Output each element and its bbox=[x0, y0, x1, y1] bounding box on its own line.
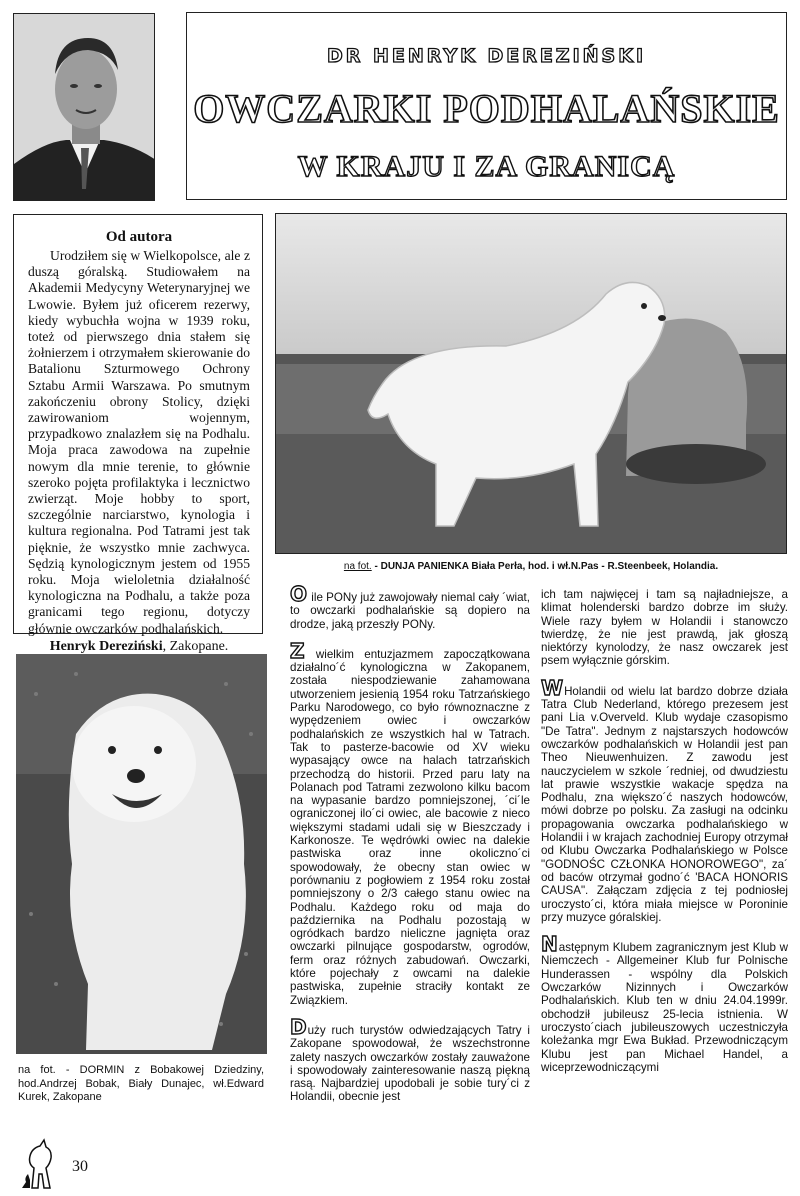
photo1-caption-text: - DUNJA PANIENKA Biała Perła, hod. i wł.N.Pas - R.Steenbeek, Holandia. bbox=[371, 561, 719, 572]
dropcap: W bbox=[541, 675, 564, 700]
dropcap: Z bbox=[290, 638, 305, 663]
author-note-heading: Od autora bbox=[105, 229, 173, 245]
article-paragraph: WHolandii od wielu lat bardzo dobrze działa Tatra Club Nederland, którego prezesem jest pani Lia v.Overveld. Klub wydaje czasopismo "De Tatra". Jednym z najstarszych hodowców owczarków podhalańskich w Holandii jest pan Theo Nieuwenhuizen. Z zawodu jest nauczycielem w szkole ´redniej, od dwudziestu lat prawie wszystkie wakacje spędza na Podhalu, zna większo´ć naszych hodowców, mówi dobrze po polsku. Za zasługi na odcinku propagowania owczarka podhalańskiego w Holandii i w krajach zachodniej Europy otrzymał od Klubu Owczarka Podhalańskiego w Polsce "GODNOŚC CZŁONKA HONOROWEGO", za´ od baców otrzymał godno´ć 'BACA HONORIS CAUSA". Załączam zdjęcia z tej podniosłej uroczysto´ci, która miała miejsce w Poroninie przy muzyce góralskiej. bbox=[541, 675, 788, 924]
photo2-caption-text: DORMIN z Bobakowej Dziedziny, hod.Andrzej Bobak, Biały Dunajec, wł.Edward Kurek, Zakopane bbox=[18, 1064, 264, 1103]
dog-silhouette-icon bbox=[18, 1138, 68, 1190]
article-title: OWCZARKI PODHALAŃSKIE bbox=[193, 86, 780, 131]
dropcap: D bbox=[290, 1014, 307, 1039]
author-note-body: Urodziłem się w Wielkopolsce, ale z duszą góralską. Studiowałem na Akademii Medycyny Weterynaryjnej we Lwowie. Byłem już oficerem rezerwy, kiedy wybuchła wojna w 1939 roku, toteż od pierwszego dnia stałem się żołnierzem i otrzymałem skierowanie do Batalionu Szturmowego Ochrony Sztabu Armii Warszawa. Po smutnym zakończeniu obrony Stolicy, dzięki zawirowaniom wojennym, przypadkowo znalazłem się na Podhalu. Moja praca zawodowa na zupełnie nowym dla mnie terenie, to głównie szeroko pojęta profilaktyka i lecznictwo zwierząt. Moje hobby to sport, szczególnie narciarstwo, kynologia i kultura regionalna. Pod Tatrami jest tak pięknie, że wszystko mnie zachwyca. Sędzią kynologicznym jestem od 1955 roku. Moja wieloletnia działalność kynologiczna na Podhalu, a także poza granicami tego regionu, dotyczy głównie owczarków podhalańskich. bbox=[28, 248, 250, 636]
article-paragraph: Następnym Klubem zagranicznym jest Klub w Niemczech - Allgemeiner Klub fur Polnische Hunderassen - wspólny dla Polskich Owczarków Nizinnych i Owczarków Podhalańskich. Klub ten w dniu 24.04.1999r. obchodził jubileusz 25-lecia istnienia. W uroczysto´ciach jubileuszowych uczestniczyła koleżanka mgr Ewa Bukład. Przewodniczącym Klubu jest pan Michael Handel, a wiceprzewodniczącymi bbox=[541, 932, 788, 1074]
article-subtitle: W KRAJU I ZA GRANICĄ bbox=[297, 150, 676, 183]
author-note-signature bbox=[28, 639, 250, 655]
article-paragraph: Z wielkim entuzjazmem zapoczątkowana działalno´ć kynologiczna w Zakopanem, została niespodziewanie zahamowana utworzeniem jesienią 1954 roku Tatrzańskiego Parku Narodowego, co było równoznaczne z wypędzeniem owiec i owczarków podhalańskich ze wszystkich hal w Tatrach. Tak to pasterze-bacowie od XV wieku wypasający owce na halach tatrzańskich przechodzą do historii. Przed paru laty na Polanach pod Tatrami zezwolono kilku bacom na wypasanie bardzo pomniejszonej, ´ci´le ograniczonej ilo´ci owiec, ale bacowie z nieco większymi stadami udali się w Bieszczady i Karkonosze. Te wędrówki owiec na dalekie pastwiska oraz inne okoliczno´ci spowodowały, że obecny stan owiec w porównaniu z pogłowiem z 1954 roku został pomniejszony o 2/3 całego stanu owiec na Podhalu. Każdego roku od maja do października na Podhalu pozostają w ogródkach bardzo nieliczne jagnięta oraz owczarki pilnujące gospodarstw, ogrodów, ferm oraz różnych zabudowań. Owczarki, które pojechały z owcami na dalekie pastwiska, zupełnie straciły kontakt ze Związkiem. bbox=[290, 638, 530, 1007]
dropcap: O bbox=[290, 582, 308, 606]
photo2-caption bbox=[16, 1062, 264, 1108]
article-column-2 bbox=[541, 588, 788, 1088]
title-box bbox=[186, 12, 787, 200]
article-paragraph: ich tam najwięcej i tam są najładniejsze, a klimat holenderski bardzo dobrze im służy. Wiele razy byłem w Holandii i stanowczo twierdzę, że nie jest prawdą, jak głoszą niektórzy kynolodzy, że nasz owczarek jest psem wyłącznie górskim. bbox=[541, 588, 788, 668]
photo-dog-with-person bbox=[275, 213, 787, 554]
article-paragraph: O ile PONy już zawojowały niemal cały ´wiat, to owczarki podhalańskie są dopiero na drodze, jaką przeszły PONy. bbox=[290, 582, 530, 631]
photo2-caption-label: na fot. - bbox=[18, 1064, 80, 1076]
signature-place: , Zakopane. bbox=[162, 638, 229, 654]
author-note-box bbox=[13, 214, 263, 654]
photo2-image bbox=[16, 654, 267, 1054]
article-paragraph: Duży ruch turystów odwiedzających Tatry i Zakopane spowodował, że wszechstronne zalety naszych owczarków zostały zauważone i spowodowały zainteresowanie naszą piękną rasą. Najbardziej upodobali je sobie tury´ci z Holandii, obecnie jest bbox=[290, 1014, 530, 1104]
photo1-image bbox=[276, 214, 787, 554]
portrait-image bbox=[14, 14, 155, 201]
author-name-heading: DR HENRYK DEREZIŃSKI bbox=[326, 45, 647, 67]
dropcap: N bbox=[541, 932, 558, 957]
page-number: 30 bbox=[72, 1158, 88, 1175]
photo1-caption bbox=[275, 557, 787, 579]
author-portrait bbox=[13, 13, 155, 201]
photo-dog-in-meadow bbox=[16, 654, 267, 1054]
photo1-caption-label: na fot. bbox=[343, 561, 372, 572]
article-column-1 bbox=[290, 582, 530, 1118]
signature-name: Henryk Dereziński bbox=[49, 638, 163, 654]
